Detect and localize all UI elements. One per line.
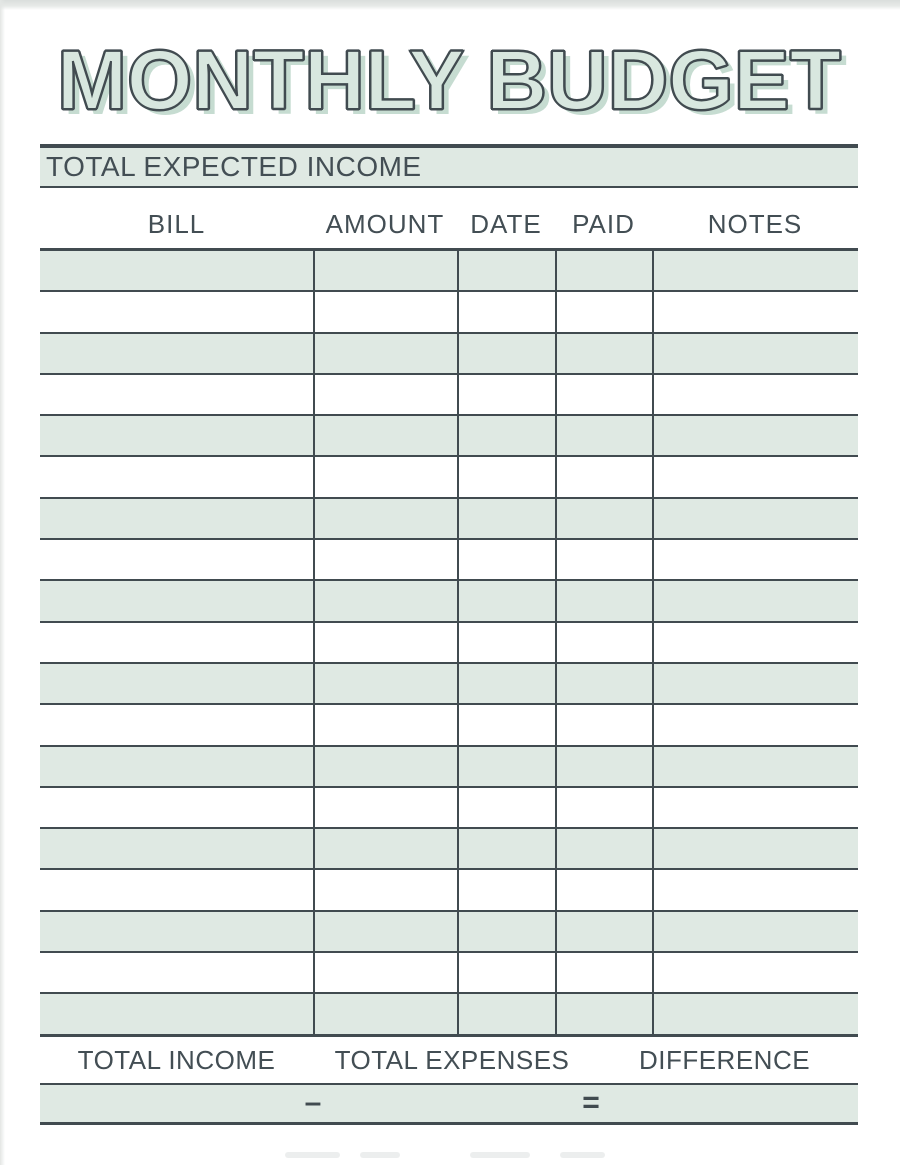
table-cell-amount [313, 375, 457, 414]
column-header-amount: AMOUNT [325, 209, 445, 239]
table-cell-bill [40, 251, 313, 290]
summary-labels-row [40, 1037, 858, 1083]
table-row [40, 334, 858, 375]
table-cell-notes [652, 457, 858, 496]
table-cell-bill [40, 705, 313, 744]
column-header-date: DATE [470, 209, 542, 239]
sheet-content [40, 0, 858, 1125]
table-cell-date [457, 334, 555, 373]
table-cell-bill [40, 292, 313, 331]
table-row [40, 623, 858, 664]
page-title: MONTHLY BUDGET [56, 33, 842, 127]
scan-edge-left [0, 0, 5, 1165]
table-cell-notes [652, 664, 858, 703]
table-cell-date [457, 375, 555, 414]
table-cell-date [457, 292, 555, 331]
table-cell-notes [652, 581, 858, 620]
table-row [40, 416, 858, 457]
summary-totals-row [40, 1083, 858, 1125]
table-cell-amount [313, 457, 457, 496]
table-cell-amount [313, 292, 457, 331]
scan-artifact [560, 1152, 605, 1158]
table-cell-paid [555, 375, 652, 414]
table-cell-notes [652, 416, 858, 455]
table-cell-notes [652, 623, 858, 662]
table-cell-notes [652, 788, 858, 827]
table-cell-amount [313, 499, 457, 538]
table-row [40, 953, 858, 994]
column-header-notes: NOTES [707, 209, 803, 239]
table-cell-amount [313, 705, 457, 744]
scan-artifact [285, 1152, 340, 1158]
table-row [40, 499, 858, 540]
scan-artifact [470, 1152, 530, 1158]
table-cell-paid [555, 664, 652, 703]
table-cell-paid [555, 747, 652, 786]
equals-operator: = [582, 1086, 600, 1120]
table-row [40, 829, 858, 870]
table-cell-notes [652, 912, 858, 951]
table-cell-date [457, 953, 555, 992]
table-cell-amount [313, 334, 457, 373]
table-row [40, 375, 858, 416]
table-cell-notes [652, 292, 858, 331]
table-cell-paid [555, 292, 652, 331]
table-cell-paid [555, 540, 652, 579]
table-cell-amount [313, 623, 457, 662]
table-cell-notes [652, 251, 858, 290]
table-cell-bill [40, 499, 313, 538]
table-cell-bill [40, 540, 313, 579]
table-cell-paid [555, 623, 652, 662]
table-cell-notes [652, 953, 858, 992]
table-cell-amount [313, 416, 457, 455]
table-row [40, 705, 858, 746]
table-row [40, 912, 858, 953]
table-cell-notes [652, 375, 858, 414]
table-cell-bill [40, 788, 313, 827]
table-row [40, 540, 858, 581]
table-cell-paid [555, 870, 652, 909]
table-cell-amount [313, 788, 457, 827]
table-cell-date [457, 251, 555, 290]
table-cell-amount [313, 953, 457, 992]
table-cell-notes [652, 499, 858, 538]
table-row [40, 292, 858, 333]
table-cell-paid [555, 334, 652, 373]
table-cell-bill [40, 334, 313, 373]
table-cell-paid [555, 788, 652, 827]
table-cell-date [457, 457, 555, 496]
table-row [40, 581, 858, 622]
table-cell-bill [40, 664, 313, 703]
table-cell-paid [555, 416, 652, 455]
table-header-row [40, 204, 858, 248]
table-cell-bill [40, 581, 313, 620]
total-expenses-label: TOTAL EXPENSES [334, 1044, 570, 1075]
table-cell-paid [555, 251, 652, 290]
table-cell-paid [555, 953, 652, 992]
table-cell-amount [313, 664, 457, 703]
table-cell-paid [555, 994, 652, 1033]
table-row [40, 994, 858, 1035]
table-cell-amount [313, 251, 457, 290]
table-cell-date [457, 416, 555, 455]
table-cell-amount [313, 747, 457, 786]
table-cell-date [457, 581, 555, 620]
table-cell-amount [313, 912, 457, 951]
table-row [40, 870, 858, 911]
table-cell-paid [555, 829, 652, 868]
table-row [40, 457, 858, 498]
table-cell-bill [40, 416, 313, 455]
table-cell-bill [40, 912, 313, 951]
table-cell-date [457, 829, 555, 868]
table-cell-notes [652, 334, 858, 373]
table-cell-bill [40, 870, 313, 909]
budget-table-body [40, 248, 858, 1037]
minus-operator: – [304, 1086, 322, 1120]
table-cell-amount [313, 994, 457, 1033]
table-cell-date [457, 540, 555, 579]
total-expected-income-bar [40, 144, 858, 188]
table-cell-date [457, 788, 555, 827]
scan-artifacts [0, 1148, 900, 1162]
column-header-paid: PAID [572, 209, 635, 239]
table-cell-notes [652, 994, 858, 1033]
table-cell-date [457, 870, 555, 909]
table-cell-notes [652, 747, 858, 786]
table-cell-paid [555, 581, 652, 620]
table-cell-amount [313, 829, 457, 868]
scan-artifact [360, 1152, 400, 1158]
table-cell-bill [40, 457, 313, 496]
table-cell-bill [40, 953, 313, 992]
table-cell-bill [40, 829, 313, 868]
table-cell-date [457, 747, 555, 786]
table-cell-amount [313, 870, 457, 909]
table-cell-paid [555, 912, 652, 951]
table-cell-notes [652, 540, 858, 579]
table-cell-date [457, 912, 555, 951]
table-cell-date [457, 705, 555, 744]
table-cell-date [457, 994, 555, 1033]
table-row [40, 788, 858, 829]
table-cell-notes [652, 870, 858, 909]
table-cell-notes [652, 829, 858, 868]
table-cell-bill [40, 994, 313, 1033]
table-cell-amount [313, 540, 457, 579]
table-cell-paid [555, 457, 652, 496]
total-income-label: TOTAL INCOME [77, 1044, 276, 1075]
table-row [40, 747, 858, 788]
difference-label: DIFFERENCE [638, 1044, 811, 1075]
table-cell-date [457, 499, 555, 538]
column-header-bill: BILL [147, 209, 206, 239]
total-expected-income-label: TOTAL EXPECTED INCOME [46, 151, 422, 182]
table-row [40, 664, 858, 705]
table-cell-paid [555, 705, 652, 744]
table-cell-notes [652, 705, 858, 744]
table-cell-date [457, 664, 555, 703]
table-cell-bill [40, 375, 313, 414]
table-cell-bill [40, 747, 313, 786]
table-row [40, 251, 858, 292]
table-cell-bill [40, 623, 313, 662]
table-cell-date [457, 623, 555, 662]
table-cell-amount [313, 581, 457, 620]
table-cell-paid [555, 499, 652, 538]
